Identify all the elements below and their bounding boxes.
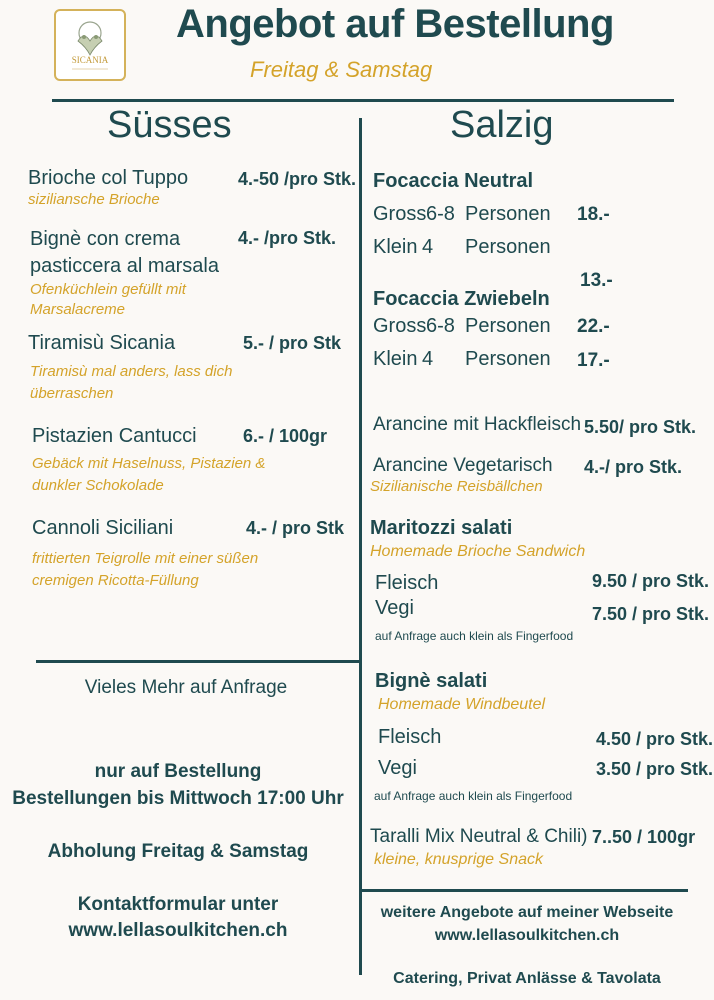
info-line: Kontaktformular unter (77, 894, 279, 915)
item-desc: Ofenküchlein gefüllt mit (30, 281, 186, 298)
logo (54, 9, 126, 81)
item-desc: Sizilianische Reisbällchen (370, 478, 543, 495)
item-desc: siziliansche Brioche (28, 191, 160, 208)
size-label: Gross (373, 203, 427, 225)
page-subtitle: Freitag & Samstag (250, 57, 433, 82)
item-price: 18.- (577, 204, 610, 225)
item-desc: Gebäck mit Haselnuss, Pistazien & (32, 455, 266, 472)
item-price: 9.50 / pro Stk. (592, 571, 710, 591)
variant-label: Vegi (378, 757, 417, 779)
people-label: Personen (465, 348, 551, 370)
item-name: pasticcera al marsala (30, 255, 219, 277)
item-name: Tiramisù Sicania (28, 332, 176, 354)
people-label: Personen (465, 315, 551, 337)
people-count: 4 (422, 348, 434, 370)
people-label: Personen (465, 203, 551, 225)
footer-website-link[interactable]: www.lellasoulkitchen.ch (434, 927, 620, 944)
sweets-heading: Süsses (107, 104, 232, 146)
right-divider (362, 889, 688, 892)
people-count: 6-8 (426, 315, 455, 337)
variant-label: Fleisch (378, 726, 442, 748)
more-on-request: Vieles Mehr auf Anfrage (84, 677, 288, 698)
info-line: nur auf Bestellung (94, 761, 262, 782)
logo-text: SICANIA (71, 55, 109, 65)
website-link[interactable]: www.lellasoulkitchen.ch (68, 920, 288, 941)
footer-line: weitere Angebote auf meiner Webseite (380, 904, 674, 921)
item-price: 22.- (577, 316, 610, 337)
item-price: 4.50 / pro Stk. (596, 729, 714, 749)
item-price: 13.- (580, 270, 613, 291)
header-divider (52, 99, 674, 102)
info-line: Abholung Freitag & Samstag (47, 841, 309, 862)
item-desc: dunkler Schokolade (32, 477, 164, 494)
item-name: Arancine mit Hackfleisch (373, 414, 582, 435)
item-price: 4.-/ pro Stk. (584, 457, 683, 477)
item-desc: Homemade Windbeutel (378, 696, 546, 713)
fingerfood-note: auf Anfrage auch klein als Fingerfood (374, 789, 573, 803)
flower-logo-icon (56, 11, 124, 79)
item-desc: kleine, knusprige Snack (374, 851, 543, 868)
variant-label: Fleisch (375, 572, 439, 594)
item-price: 5.- / pro Stk (243, 333, 342, 353)
size-label: Klein (373, 348, 418, 370)
item-desc: Homemade Brioche Sandwich (370, 543, 586, 560)
size-label: Gross (373, 315, 427, 337)
item-title: Focaccia Neutral (373, 170, 534, 192)
footer-line: Catering, Privat Anlässe & Tavolata (393, 970, 661, 987)
left-divider (36, 660, 361, 663)
item-price: 4.-50 /pro Stk. (238, 169, 357, 189)
item-price: 6.- / 100gr (243, 426, 328, 446)
item-price: 7..50 / 100gr (592, 827, 696, 847)
people-count: 4 (422, 236, 434, 258)
people-label: Personen (465, 236, 551, 258)
item-desc: Tiramisù mal anders, lass dich (30, 363, 233, 380)
people-count: 6-8 (426, 203, 455, 225)
item-name: Brioche col Tuppo (28, 167, 189, 189)
item-price: 4.- /pro Stk. (238, 228, 337, 248)
item-name: Taralli Mix Neutral & Chili) (370, 826, 588, 847)
info-line: Bestellungen bis Mittwoch 17:00 Uhr (12, 788, 344, 809)
item-desc: cremigen Ricotta-Füllung (32, 572, 199, 589)
savory-heading: Salzig (450, 104, 554, 146)
variant-label: Vegi (375, 597, 414, 619)
fingerfood-note: auf Anfrage auch klein als Fingerfood (375, 629, 574, 643)
item-desc: Marsalacreme (30, 301, 126, 318)
item-title: Bignè salati (375, 670, 488, 692)
item-desc: frittierten Teigrolle mit einer süßen (32, 550, 259, 567)
item-name: Cannoli Siciliani (32, 517, 174, 539)
item-title: Maritozzi salati (370, 517, 513, 539)
item-price: 17.- (577, 350, 610, 371)
item-name: Bignè con crema (30, 228, 181, 250)
size-label: Klein (373, 236, 418, 258)
item-price: 5.50/ pro Stk. (584, 417, 697, 437)
item-price: 7.50 / pro Stk. (592, 604, 710, 624)
item-desc: überraschen (30, 385, 114, 402)
item-price: 3.50 / pro Stk. (596, 759, 714, 779)
page-title: Angebot auf Bestellung (176, 2, 614, 46)
center-divider (359, 118, 362, 975)
item-price: 4.- / pro Stk (246, 518, 345, 538)
item-name: Arancine Vegetarisch (373, 455, 553, 476)
item-title: Focaccia Zwiebeln (373, 288, 550, 310)
item-name: Pistazien Cantucci (32, 425, 197, 447)
